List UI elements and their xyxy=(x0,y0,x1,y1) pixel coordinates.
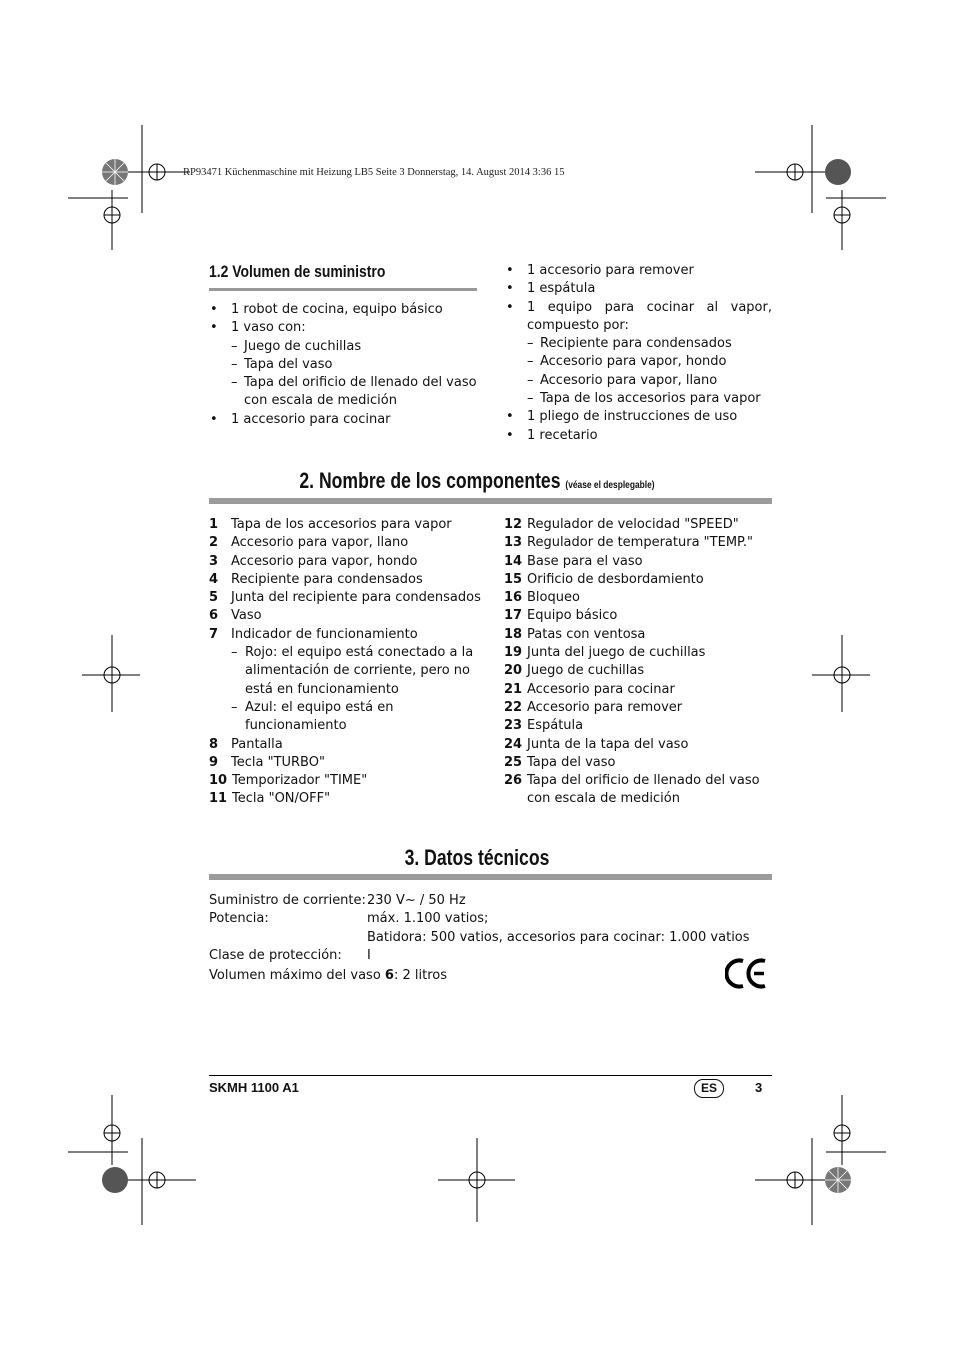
component-label: Base para el vaso xyxy=(527,553,643,569)
section-title-supply: 1.2 Volumen de suministro xyxy=(209,262,386,281)
dash-marker: – xyxy=(231,356,238,372)
component-label: Tapa de los accesorios para vapor xyxy=(231,517,452,532)
spec-ref-number: 6 xyxy=(384,968,394,983)
dash-marker: – xyxy=(231,375,238,391)
component-number: 25 xyxy=(504,754,523,770)
component-item xyxy=(209,681,479,699)
list-item xyxy=(209,319,477,337)
bullet-icon: • xyxy=(506,281,514,297)
component-item xyxy=(504,717,772,735)
list-item xyxy=(209,374,477,392)
bullet-icon: • xyxy=(506,409,514,425)
component-number: 6 xyxy=(209,608,219,624)
list-item-text: 1 equipo para cocinar al vapor, xyxy=(527,299,772,315)
component-number: 3 xyxy=(209,553,219,569)
component-item xyxy=(504,681,772,699)
list-item-text: Accesorio para vapor, hondo xyxy=(540,354,727,370)
component-label: Regulador de temperatura "TEMP." xyxy=(527,535,753,551)
list-item-text: Accesorio para vapor, llano xyxy=(540,372,718,388)
component-label: Regulador de velocidad "SPEED" xyxy=(527,517,739,532)
component-label: Orificio de desbordamiento xyxy=(527,571,704,587)
spec-row xyxy=(209,910,772,928)
component-label: alimentación de corriente, pero no xyxy=(245,663,470,679)
dash-marker: – xyxy=(231,645,238,661)
spec-value: Batidora: 500 vatios, accesorios para cocinar: 1.000 vatios xyxy=(367,929,750,945)
section-title-specs: 3. Datos técnicos xyxy=(404,845,550,870)
component-label: Indicador de funcionamiento xyxy=(231,626,418,642)
list-item xyxy=(505,427,772,445)
component-number: 22 xyxy=(504,699,523,715)
component-item xyxy=(504,644,772,662)
component-label: funcionamiento xyxy=(245,718,347,734)
specs-table xyxy=(209,892,772,965)
component-item xyxy=(504,553,772,571)
supply-list-right xyxy=(505,262,772,445)
bullet-icon: • xyxy=(210,302,218,317)
component-item xyxy=(209,717,479,735)
component-number: 4 xyxy=(209,571,219,587)
component-number: 8 xyxy=(209,736,219,752)
list-item xyxy=(505,390,772,408)
list-item-text: 1 vaso con: xyxy=(231,320,306,336)
component-label: Tapa del orificio de llenado del vaso xyxy=(527,773,760,789)
language-badge: ES xyxy=(694,1079,724,1098)
list-item-text: 1 pliego de instrucciones de uso xyxy=(527,409,738,425)
list-item-text: Juego de cuchillas xyxy=(244,338,362,354)
component-item xyxy=(504,699,772,717)
component-number: 5 xyxy=(209,590,219,606)
list-item xyxy=(505,317,772,335)
dash-marker: – xyxy=(231,699,238,715)
section-title-components xyxy=(95,468,858,494)
list-item-text: 1 espátula xyxy=(527,281,596,297)
component-label: Tecla "TURBO" xyxy=(231,754,325,770)
component-label: Accesorio para vapor, llano xyxy=(231,535,409,551)
component-label: con escala de medición xyxy=(527,791,680,807)
bullet-icon: • xyxy=(506,299,514,315)
list-item xyxy=(209,411,477,429)
list-item-text: con escala de medición xyxy=(244,393,397,409)
list-item xyxy=(209,356,477,374)
component-label: Azul: el equipo está en xyxy=(245,699,394,715)
spec-row xyxy=(209,947,772,965)
component-label: Espátula xyxy=(527,718,584,734)
page-number: 3 xyxy=(755,1080,763,1095)
component-item xyxy=(504,626,772,644)
component-number: 20 xyxy=(504,663,523,679)
list-item xyxy=(505,353,772,371)
component-number: 12 xyxy=(504,517,523,532)
component-item xyxy=(504,662,772,680)
component-number: 9 xyxy=(209,754,219,770)
component-label: Vaso xyxy=(231,608,262,624)
component-item xyxy=(209,626,479,644)
spec-value: I xyxy=(367,947,371,963)
list-item xyxy=(209,301,477,319)
list-item xyxy=(505,299,772,317)
specs-last-row xyxy=(209,967,447,985)
spec-value: : 2 litros xyxy=(393,968,447,983)
components-title-note: (véase el desplegable) xyxy=(565,479,655,491)
component-number: 16 xyxy=(504,590,523,606)
component-item xyxy=(209,589,479,607)
component-number: 10 xyxy=(209,773,228,789)
list-item xyxy=(505,372,772,390)
component-item xyxy=(504,754,772,772)
component-item xyxy=(209,754,479,772)
component-label: está en funcionamiento xyxy=(245,681,399,697)
components-title-text: 2. Nombre de los componentes xyxy=(299,468,561,493)
component-number: 15 xyxy=(504,571,523,587)
print-slug: RP93471 Küchenmaschine mit Heizung LB5 Seite 3 Donnerstag, 14. August 2014 3:36 15 xyxy=(183,167,565,178)
ce-mark xyxy=(725,957,770,990)
component-number: 17 xyxy=(504,608,523,624)
component-item xyxy=(504,607,772,625)
list-item-text: 1 accesorio para remover xyxy=(527,263,694,278)
supply-list-left xyxy=(209,301,477,429)
component-label: Junta de la tapa del vaso xyxy=(527,736,689,752)
list-item-text: 1 accesorio para cocinar xyxy=(231,411,391,427)
footer-rule xyxy=(209,1075,772,1076)
component-item xyxy=(209,534,479,552)
dash-marker: – xyxy=(527,391,534,407)
section-rule xyxy=(209,874,772,880)
component-label: Temporizador "TIME" xyxy=(232,773,368,789)
list-item xyxy=(209,392,477,410)
component-item xyxy=(209,553,479,571)
list-item-text: Recipiente para condensados xyxy=(540,336,732,352)
component-label: Patas con ventosa xyxy=(527,626,646,642)
bullet-icon: • xyxy=(506,427,514,443)
list-item-text: 1 recetario xyxy=(527,427,598,443)
bullet-icon: • xyxy=(210,320,218,336)
spec-label: Potencia: xyxy=(209,911,269,927)
spec-value: máx. 1.100 vatios; xyxy=(367,911,489,927)
component-label: Accesorio para vapor, hondo xyxy=(231,553,418,569)
list-item xyxy=(209,338,477,356)
component-item xyxy=(504,589,772,607)
model-number: SKMH 1100 A1 xyxy=(209,1080,299,1095)
component-item xyxy=(209,662,479,680)
section-rule xyxy=(209,288,477,291)
list-item-text: Tapa del vaso xyxy=(244,356,333,372)
component-label: Junta del recipiente para condensados xyxy=(231,590,481,606)
component-label: Rojo: el equipo está conectado a la xyxy=(245,645,474,661)
component-number: 26 xyxy=(504,773,523,789)
dash-marker: – xyxy=(527,372,534,388)
component-number: 13 xyxy=(504,535,523,551)
bullet-icon: • xyxy=(506,263,514,278)
list-item xyxy=(505,335,772,353)
component-number: 21 xyxy=(504,681,523,697)
list-item-text: Tapa de los accesorios para vapor xyxy=(540,391,761,407)
section-rule xyxy=(209,498,772,504)
component-item xyxy=(209,736,479,754)
component-item xyxy=(209,699,479,717)
component-item xyxy=(504,790,772,808)
spec-row xyxy=(209,892,772,910)
component-item xyxy=(209,772,479,790)
list-item xyxy=(505,408,772,426)
list-item-text: compuesto por: xyxy=(527,317,629,333)
component-label: Juego de cuchillas xyxy=(527,663,645,679)
component-label: Tecla "ON/OFF" xyxy=(232,791,331,807)
component-number: 14 xyxy=(504,553,523,569)
list-item-text: Tapa del orificio de llenado del vaso xyxy=(244,375,477,391)
component-number: 1 xyxy=(209,517,219,532)
spec-label: Clase de protección: xyxy=(209,947,342,963)
list-item-text: 1 robot de cocina, equipo básico xyxy=(231,302,443,317)
component-number: 24 xyxy=(504,736,523,752)
component-number: 19 xyxy=(504,645,523,661)
component-label: Pantalla xyxy=(231,736,283,752)
component-number: 18 xyxy=(504,626,523,642)
component-label: Accesorio para cocinar xyxy=(527,681,675,697)
component-item xyxy=(209,790,479,808)
spec-label: Volumen máximo del vaso xyxy=(209,968,385,983)
component-item xyxy=(504,534,772,552)
component-item xyxy=(504,736,772,754)
bullet-icon: • xyxy=(210,411,218,427)
component-label: Accesorio para remover xyxy=(527,699,683,715)
component-label: Recipiente para condensados xyxy=(231,571,423,587)
list-item xyxy=(505,280,772,298)
component-label: Tapa del vaso xyxy=(527,754,616,770)
spec-row xyxy=(209,929,772,947)
component-item xyxy=(209,571,479,589)
component-number: 2 xyxy=(209,535,219,551)
spec-label: Suministro de corriente: xyxy=(209,893,366,908)
component-number: 23 xyxy=(504,718,523,734)
component-item xyxy=(504,772,772,790)
list-item xyxy=(505,262,772,280)
spec-value: 230 V~ / 50 Hz xyxy=(367,893,466,908)
components-list-left xyxy=(209,516,479,809)
component-label: Equipo básico xyxy=(527,608,618,624)
component-item xyxy=(209,644,479,662)
component-item xyxy=(209,607,479,625)
component-item xyxy=(504,516,772,534)
dash-marker: – xyxy=(231,338,238,354)
component-item xyxy=(209,516,479,534)
component-label: Junta del juego de cuchillas xyxy=(527,645,706,661)
component-item xyxy=(504,571,772,589)
components-list-right xyxy=(504,516,772,809)
component-number: 7 xyxy=(209,626,219,642)
component-label: Bloqueo xyxy=(527,590,580,606)
component-number: 11 xyxy=(209,791,228,807)
dash-marker: – xyxy=(527,354,534,370)
dash-marker: – xyxy=(527,336,534,352)
